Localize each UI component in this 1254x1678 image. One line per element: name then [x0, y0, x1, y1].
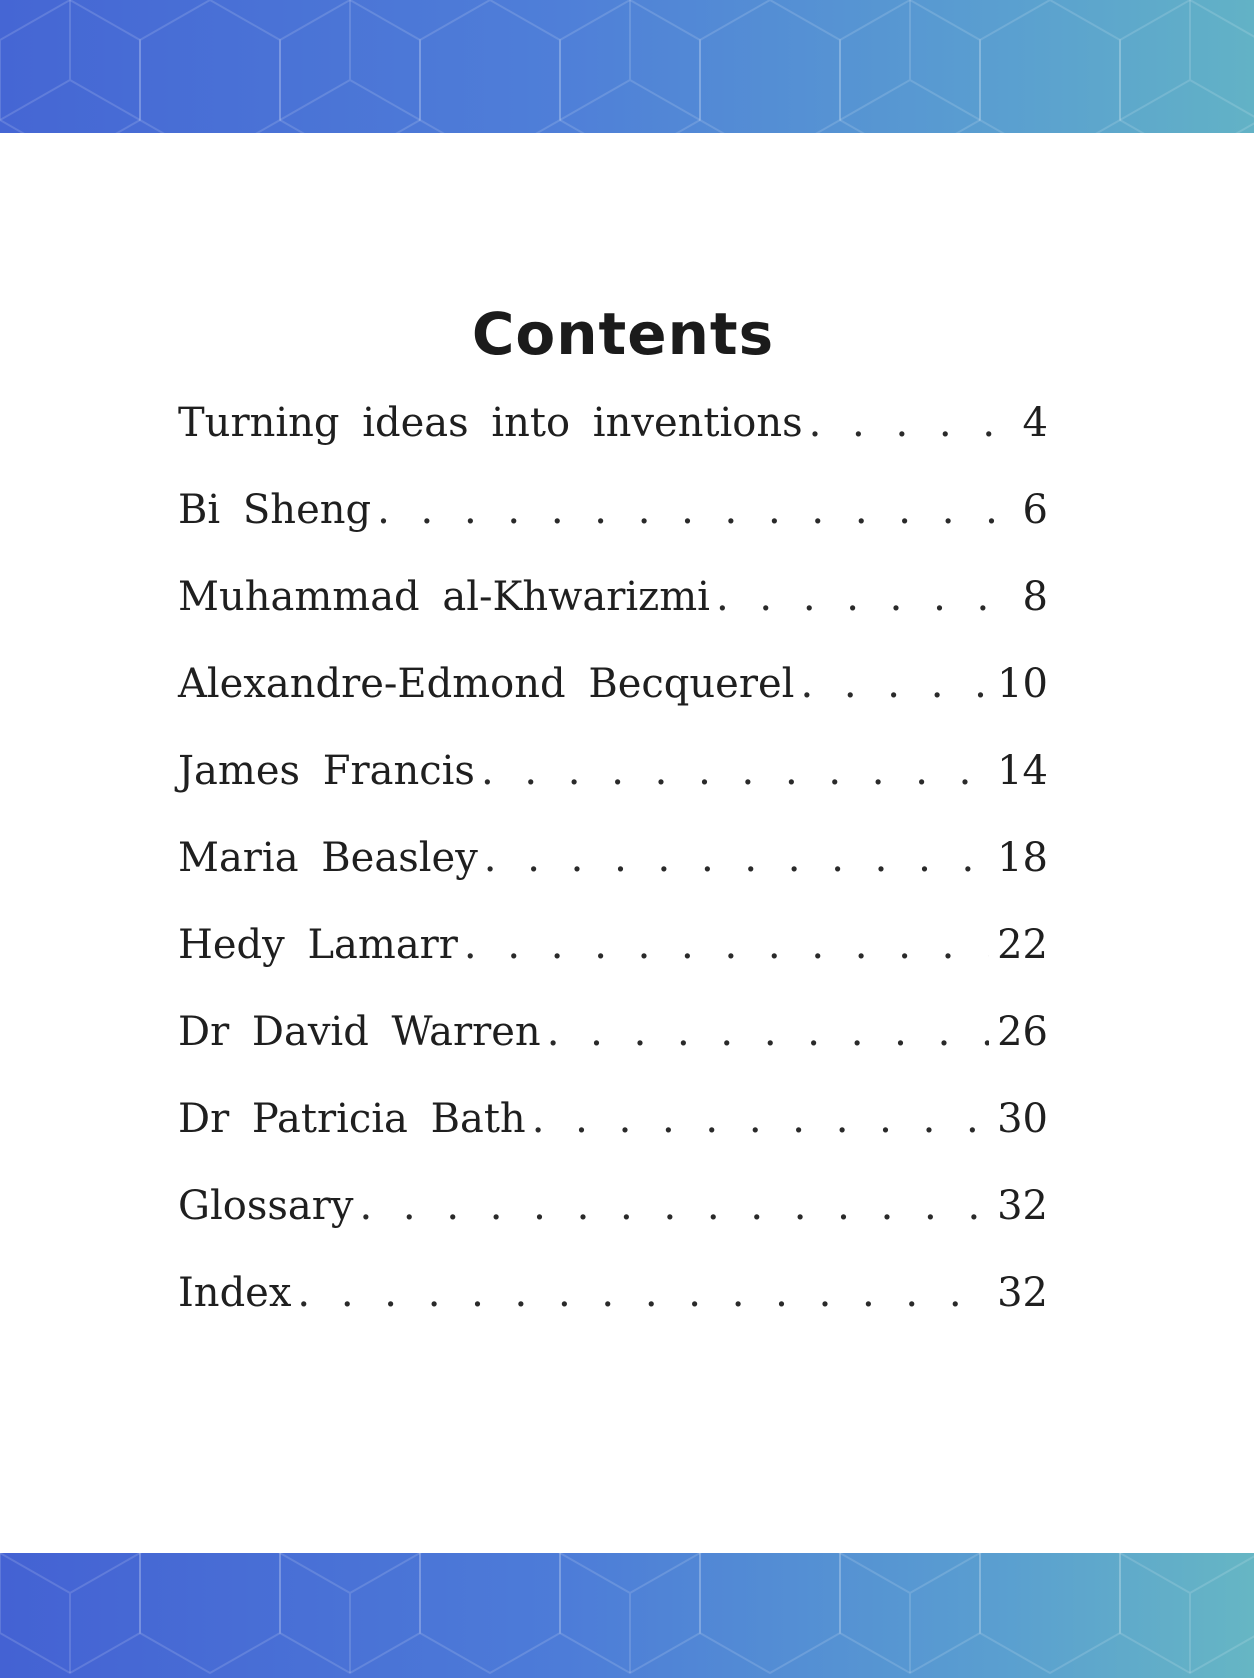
entry-label: Muhammad al-Khwarizmi — [178, 574, 710, 620]
page-title: Contents — [471, 300, 775, 368]
entry-page-number: 18 — [997, 835, 1048, 881]
list-item[interactable] — [178, 1250, 1048, 1337]
entry-label: Glossary — [178, 1183, 354, 1229]
entry-page-number: 26 — [997, 1009, 1048, 1055]
hexagon-pattern — [0, 1553, 1254, 1678]
entry-page-number: 6 — [1022, 487, 1048, 533]
dot-leader — [809, 380, 1010, 467]
bottom-decorative-band — [0, 1553, 1254, 1678]
entry-label: Turning ideas into inventions — [178, 400, 803, 446]
dot-leader — [359, 1163, 989, 1250]
entry-page-number: 14 — [997, 748, 1048, 794]
entry-page-number: 22 — [997, 922, 1048, 968]
dot-leader — [464, 902, 989, 989]
dot-leader — [547, 989, 989, 1076]
list-item[interactable] — [178, 380, 1048, 467]
list-item[interactable] — [178, 902, 1048, 989]
entry-page-number: 30 — [997, 1096, 1048, 1142]
entry-label: Hedy Lamarr — [178, 922, 458, 968]
dot-leader — [377, 467, 1010, 554]
entry-page-number: 8 — [1022, 574, 1048, 620]
entry-page-number: 32 — [997, 1270, 1048, 1316]
entry-page-number: 10 — [997, 661, 1048, 707]
entry-page-number: 4 — [1022, 400, 1048, 446]
entry-label: Bi Sheng — [178, 487, 372, 533]
entry-page-number: 32 — [997, 1183, 1048, 1229]
entry-label: Alexandre-Edmond Becquerel — [178, 661, 795, 707]
hexagon-pattern — [0, 0, 1254, 133]
list-item[interactable] — [178, 641, 1048, 728]
dot-leader — [716, 554, 1010, 641]
list-item[interactable] — [178, 815, 1048, 902]
top-decorative-band — [0, 0, 1254, 133]
dot-leader — [532, 1076, 989, 1163]
dot-leader — [484, 815, 989, 902]
entry-label: Maria Beasley — [178, 835, 478, 881]
entry-label: Dr David Warren — [178, 1009, 541, 1055]
list-item[interactable] — [178, 728, 1048, 815]
table-of-contents — [178, 300, 1048, 1337]
dot-leader — [481, 728, 989, 815]
entry-label: James Francis — [178, 748, 475, 794]
list-item[interactable] — [178, 989, 1048, 1076]
dot-leader — [800, 641, 989, 728]
entry-label: Dr Patricia Bath — [178, 1096, 526, 1142]
dot-leader — [297, 1250, 989, 1337]
list-item[interactable] — [178, 467, 1048, 554]
list-item[interactable] — [178, 1076, 1048, 1163]
list-item[interactable] — [178, 1163, 1048, 1250]
contents-list — [178, 380, 1048, 1337]
list-item[interactable] — [178, 554, 1048, 641]
entry-label: Index — [178, 1270, 292, 1316]
